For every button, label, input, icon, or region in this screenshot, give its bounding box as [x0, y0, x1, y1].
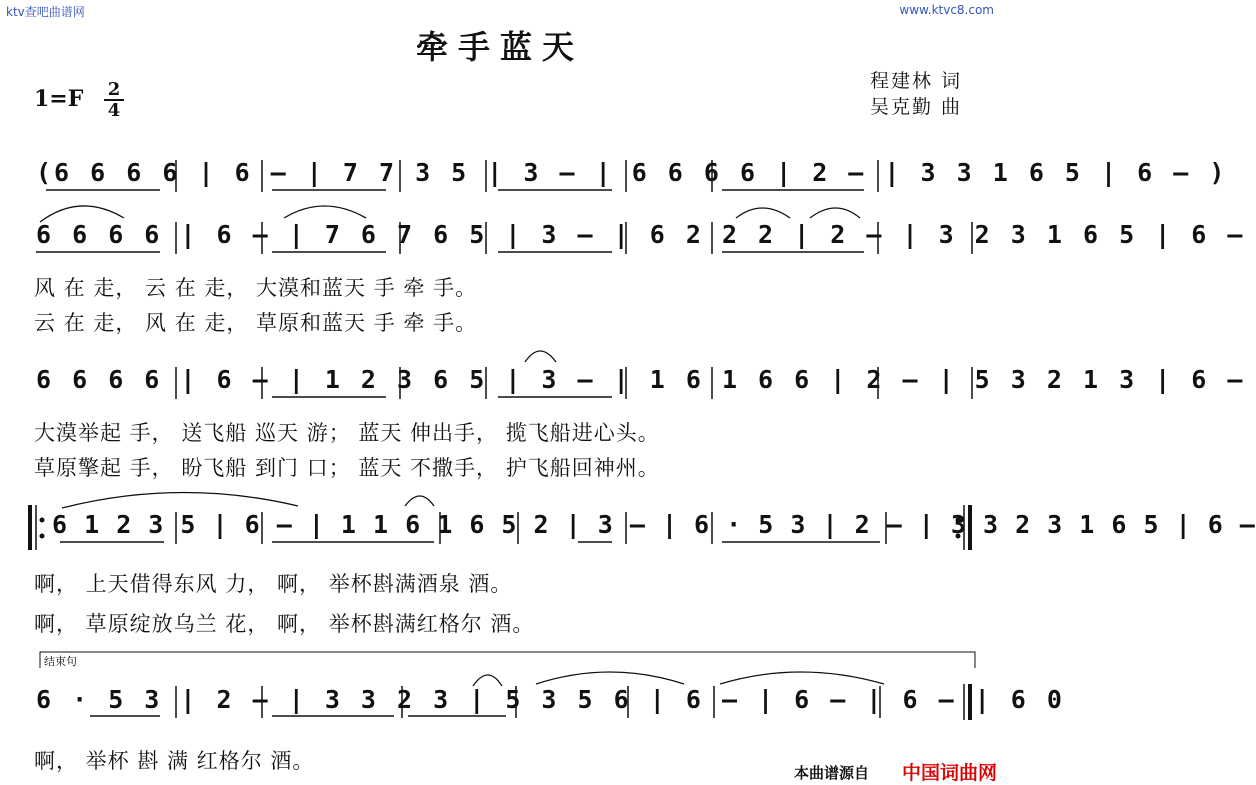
lyric-line-4: 草原擎起 手， 盼飞船 到门 口； 蓝天 不撒手， 护飞船回神州。 — [34, 456, 660, 480]
notation-row-2: 6 6 6 6 | 6 – | 1 2 3 6 5 | 3 – | 1 6 1 6 6 | 2 – | 5 3 2 1 3 | 6 – — [36, 365, 1246, 394]
lyric-line-5: 啊， 上天借得东风 力， 啊， 举杯斟满酒泉 酒。 — [34, 572, 513, 596]
song-title: 牵手蓝天 — [415, 28, 584, 66]
lyric-line-3: 大漠举起 手， 送飞船 巡天 游； 蓝天 伸出手， 揽飞船进心头。 — [34, 421, 660, 445]
notation-row-ending: 6 · 5 3 | 2 – | 3 3 2 3 | 5 3 5 6 | 6 – | 6 – | 6 – | 6 0 — [36, 685, 1065, 714]
lyricist-credit: 程建林 词 — [870, 70, 963, 92]
lyric-line-6: 啊， 草原绽放乌兰 花， 啊， 举杯斟满红格尔 酒。 — [34, 612, 535, 636]
brand-logo[interactable]: 中国词曲网 — [902, 762, 998, 784]
repeat-start — [30, 505, 45, 550]
notation-row-3: 6 1 2 3 5 | 6 – | 1 1 6 1 6 5 2 | 3 – | 6 · 5 3 | 2 – | 3 3 2 3 1 6 5 | 6 – — [52, 510, 1256, 539]
meter-bottom: 4 — [104, 99, 124, 120]
composer-credit: 吴克勤 曲 — [870, 96, 963, 118]
meter-top: 2 — [107, 79, 121, 100]
watermark-right: www.ktvc8.com — [899, 3, 994, 17]
notation-row-1: 6 6 6 6 | 6 – | 7 6 7 6 5 | 3 – | 6 2 2 2 | 2 – | 3 2 3 1 6 5 | 6 – — [36, 220, 1246, 249]
key-signature: 1=F — [34, 86, 84, 112]
lyric-line-2: 云 在 走， 风 在 走， 草原和蓝天 手 牵 手。 — [34, 311, 478, 335]
ending-label: 结束句 — [44, 655, 77, 668]
source-note: 本曲谱源自 — [794, 764, 870, 782]
ending-bracket — [40, 652, 975, 668]
watermark-left: ktv查吧曲谱网 — [6, 5, 85, 19]
notation-row-intro: (6 6 6 6 | 6 – | 7 7 3 5 | 3 – | 6 6 6 6 | 2 – | 3 3 1 6 5 | 6 – ) — [36, 158, 1228, 187]
lyric-line-ending: 啊， 举杯 斟 满 红格尔 酒。 — [34, 749, 315, 773]
lyric-line-1: 风 在 走， 云 在 走， 大漠和蓝天 手 牵 手。 — [34, 276, 478, 300]
